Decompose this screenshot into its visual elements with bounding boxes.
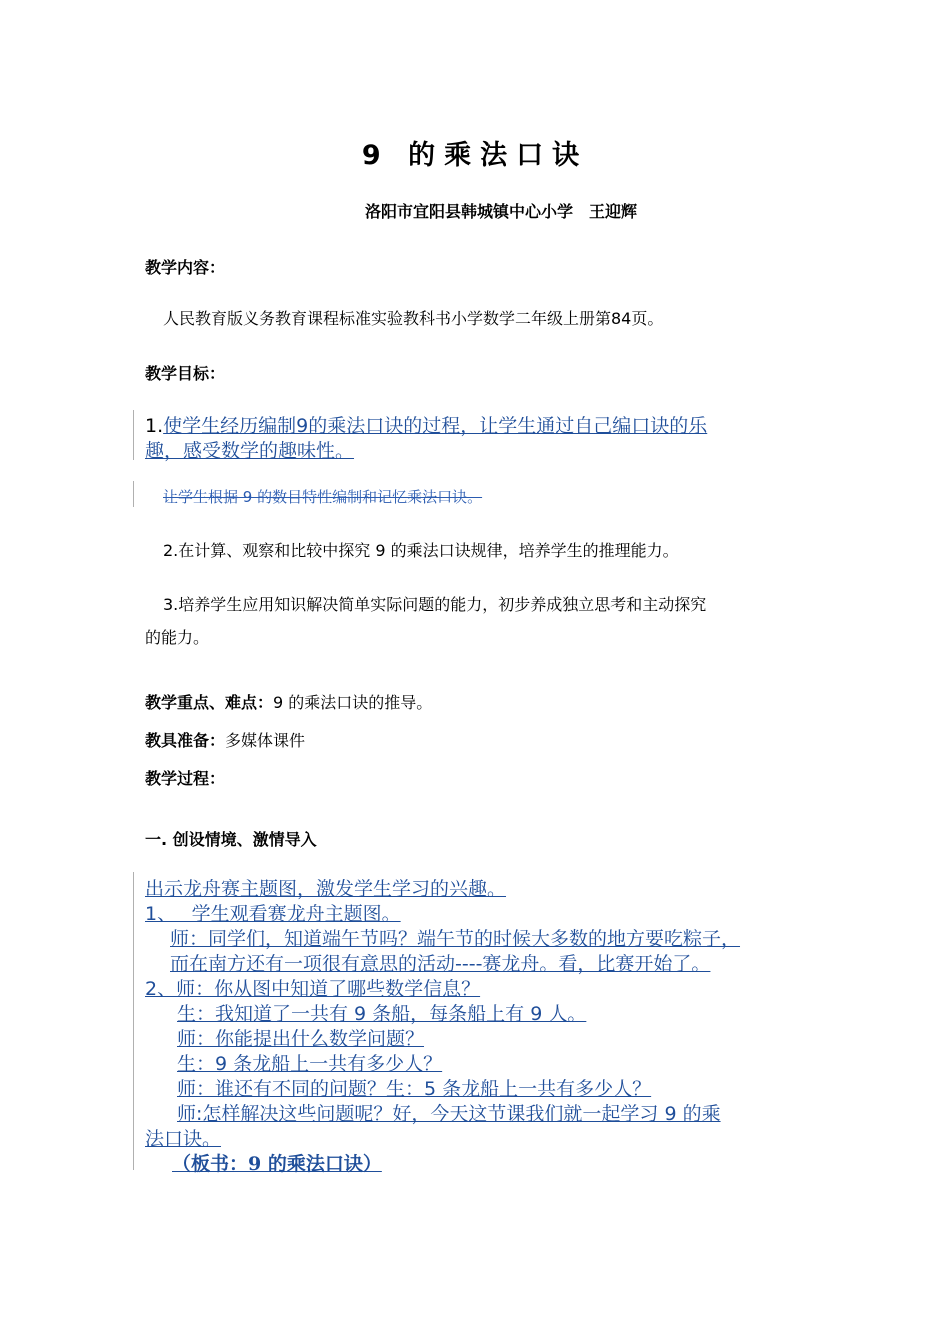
goal-2: 2.在计算、观察和比较中探究 9 的乘法口诀规律，培养学生的推理能力。 — [163, 541, 679, 560]
revision-bar — [133, 872, 134, 1170]
tools-row — [145, 728, 305, 751]
section-1-line: 1、 学生观看赛龙舟主题图。 — [145, 903, 401, 925]
section-1-line: 2、师：你从图中知道了哪些数学信息？ — [145, 978, 481, 1000]
section-1-line: 法口诀。 — [145, 1128, 222, 1150]
goal-1-line-2: 趣，感受数学的趣味性。 — [145, 440, 355, 462]
tools-value: 多媒体课件 — [225, 731, 306, 750]
section-1-line: 师：你能提出什么数学问题？ — [177, 1028, 425, 1050]
content-text: 人民教育版义务教育课程标准实验教科书小学数学二年级上册第84页。 — [163, 309, 664, 328]
goal-1-number: 1. — [145, 415, 164, 437]
content-heading: 教学内容： — [145, 258, 226, 277]
revision-bar — [133, 481, 134, 507]
section-1-line: 师:怎样解决这些问题呢？好，今天这节课我们就一起学习 9 的乘 — [177, 1103, 721, 1125]
goal-3-line-2: 的能力。 — [145, 628, 210, 647]
goal-1-inserted-text: 使学生经历编制9的乘法口诀的过程，让学生通过自己编口诀的乐 — [163, 415, 708, 437]
tools-label: 教具准备： — [145, 731, 226, 750]
section-1-heading: 一. 创设情境、激情导入 — [145, 830, 317, 849]
goal-3-line-1: 3.培养学生应用知识解决简单实际问题的能力，初步养成独立思考和主动探究 — [163, 595, 707, 614]
process-heading: 教学过程： — [145, 769, 226, 788]
goal-1-line-1 — [145, 411, 707, 438]
key-points-label: 教学重点、难点： — [145, 693, 274, 712]
section-1-line: 出示龙舟赛主题图，激发学生学习的兴趣。 — [145, 878, 507, 900]
section-1-line: 师：同学们，知道端午节吗？端午节的时候大多数的地方要吃粽子， — [170, 928, 741, 950]
section-1-line: 师：谁还有不同的问题？生：5 条龙船上一共有多少人？ — [177, 1078, 652, 1100]
section-1-line: 生：我知道了一共有 9 条船，每条船上有 9 人。 — [177, 1003, 587, 1025]
author-line: 洛阳市宜阳县韩城镇中心小学 王迎辉 — [365, 202, 638, 221]
deleted-goal-text: 让学生根据 9 的数目特性编制和记忆乘法口诀。 — [163, 488, 483, 506]
key-points-row — [145, 690, 432, 713]
blackboard-note: （板书：9 的乘法口诀） — [172, 1153, 382, 1175]
document-title: 9 的乘法口诀 — [361, 140, 589, 171]
key-points-value: 9 的乘法口诀的推导。 — [273, 693, 433, 712]
revision-bar — [133, 410, 134, 460]
section-1-line: 而在南方还有一项很有意思的活动----赛龙舟。看，比赛开始了。 — [170, 953, 711, 975]
goals-heading: 教学目标： — [145, 364, 226, 383]
section-1-line: 生：9 条龙船上一共有多少人？ — [177, 1053, 443, 1075]
